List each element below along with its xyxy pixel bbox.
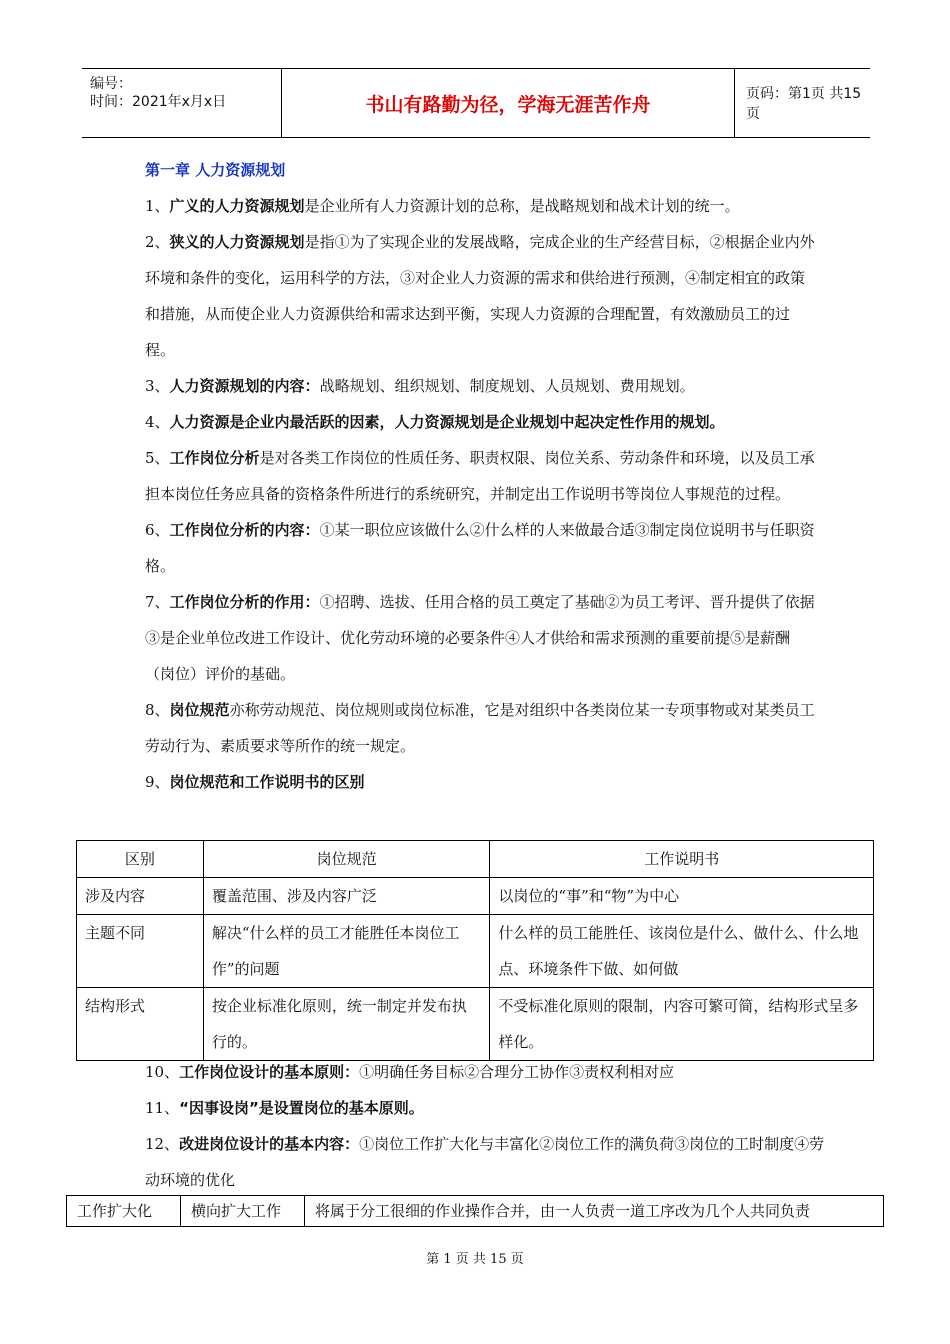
table-row — [77, 878, 874, 915]
paragraph — [145, 512, 815, 584]
paragraph-number: 8、 — [145, 701, 170, 719]
paragraph-term: 广义的人力资源规划 — [169, 197, 305, 215]
paragraph-number: 9、 — [145, 773, 170, 791]
paragraph-term: 岗位规范 — [169, 701, 230, 719]
table-row — [77, 988, 874, 1061]
paragraph-term: “因事设岗”是设置岗位的基本原则。 — [179, 1099, 424, 1117]
paragraph-text: ①明确任务目标②合理分工协作③责权利相对应 — [359, 1063, 675, 1081]
paragraph-number: 5、 — [145, 449, 170, 467]
paragraph-list — [145, 188, 815, 800]
table-header-cell: 岗位规范 — [203, 841, 490, 878]
table-cell: 什么样的员工能胜任、该岗位是什么、做什么、什么地点、环境条件下做、如何做 — [490, 915, 874, 988]
paragraph-term: 狭义的人力资源规划 — [169, 233, 305, 251]
paragraph — [145, 1090, 835, 1126]
paragraph — [145, 692, 815, 764]
paragraph-term: 岗位规范和工作说明书的区别 — [169, 773, 365, 791]
paragraph-text: 亦称劳动规范、岗位规则或岗位标准，它是对组织中各类岗位某一专项事物或对某类员工劳动行为、素质要求等所作的统一规定。 — [145, 701, 815, 755]
paragraph-term: 工作岗位分析的作用： — [169, 593, 320, 611]
time-label: 时间：2021年x月x日 — [90, 94, 227, 110]
paragraph-text: ①招聘、选拔、任用合格的员工奠定了基础②为员工考评、晋升提供了依据③是企业单位改进工作设计、优化劳动环境的必要条件④人才供给和需求预测的重要前提⑤是薪酬（岗位）评价的基础。 — [145, 593, 815, 683]
table-row — [77, 915, 874, 988]
paragraph — [145, 224, 815, 368]
table-cell: 按企业标准化原则，统一制定并发布执行的。 — [203, 988, 490, 1061]
comparison-table — [76, 840, 874, 1061]
table-cell: 横向扩大工作 — [181, 1196, 305, 1227]
paragraph-term: 人力资源是企业内最活跃的因素，人力资源规划是企业规划中起决定性作用的规划。 — [169, 413, 725, 431]
table-header-cell: 工作说明书 — [490, 841, 874, 878]
paragraph-text: 是指①为了实现企业的发展战略，完成企业的生产经营目标，②根据企业内外环境和条件的变化，运用科学的方法，③对企业人力资源的需求和供给进行预测，④制定相宜的政策和措施，从而使企业人力资源供给和需求达到平衡，实现人力资源的合理配置，有效激励员工的过程。 — [145, 233, 815, 359]
paragraph-term: 工作岗位设计的基本原则： — [179, 1063, 360, 1081]
paragraph-term: 人力资源规划的内容： — [169, 377, 320, 395]
table-cell: 结构形式 — [77, 988, 204, 1061]
page-header — [82, 68, 870, 138]
table-cell: 将属于分工很细的作业操作合并，由一人负责一道工序改为几个人共同负责 — [305, 1196, 884, 1227]
header-meta — [82, 69, 282, 137]
paragraph-text: 战略规划、组织规划、制度规划、人员规划、费用规划。 — [319, 377, 695, 395]
paragraph-text: ①岗位工作扩大化与丰富化②岗位工作的满负荷③岗位的工时制度④劳动环境的优化 — [145, 1135, 825, 1189]
paragraph-number: 3、 — [145, 377, 170, 395]
page-footer: 第 1 页 共 15 页 — [426, 1252, 524, 1267]
paragraph — [145, 368, 815, 404]
paragraph-text: 是对各类工作岗位的性质任务、职责权限、岗位关系、劳动条件和环境，以及员工承担本岗位任务应具备的资格条件所进行的系统研究，并制定出工作说明书等岗位人事规范的过程。 — [145, 449, 815, 503]
table-header-cell: 区别 — [77, 841, 204, 878]
paragraph — [145, 1054, 835, 1090]
paragraph — [145, 1126, 835, 1198]
paragraph — [145, 440, 815, 512]
paragraph — [145, 188, 815, 224]
table-cell: 解决“什么样的员工才能胜任本岗位工作”的问题 — [203, 915, 490, 988]
design-table — [66, 1195, 884, 1227]
table-cell: 以岗位的“事”和“物”为中心 — [490, 878, 874, 915]
paragraph-number: 12、 — [145, 1135, 180, 1153]
paragraph-text: ①某一职位应该做什么②什么样的人来做最合适③制定岗位说明书与任职资格。 — [145, 521, 815, 575]
header-page-label: 页码：第1页 共15页 — [746, 86, 862, 122]
paragraph-number: 7、 — [145, 593, 170, 611]
table-header-row — [77, 841, 874, 878]
table-cell: 工作扩大化 — [67, 1196, 181, 1227]
table-cell: 不受标准化原则的限制，内容可繁可简，结构形式呈多样化。 — [490, 988, 874, 1061]
paragraph-number: 10、 — [145, 1063, 180, 1081]
paragraph-number: 11、 — [145, 1099, 180, 1117]
paragraph-term: 工作岗位分析 — [169, 449, 260, 467]
paragraph-number: 6、 — [145, 521, 170, 539]
number-label: 编号： — [90, 76, 132, 92]
paragraph — [145, 764, 815, 800]
table-row — [67, 1196, 884, 1227]
header-motto: 书山有路勤为径，学海无涯苦作舟 — [282, 69, 735, 137]
paragraph-text: 是企业所有人力资源计划的总称，是战略规划和战术计划的统一。 — [304, 197, 740, 215]
paragraph-term: 改进岗位设计的基本内容： — [179, 1135, 360, 1153]
paragraph-number: 4、 — [145, 413, 170, 431]
paragraph-term: 工作岗位分析的内容： — [169, 521, 320, 539]
paragraph — [145, 404, 815, 440]
chapter-title: 第一章 人力资源规划 — [145, 161, 286, 179]
paragraph-number: 1、 — [145, 197, 170, 215]
main-content — [145, 152, 815, 800]
table-cell: 覆盖范围、涉及内容广泛 — [203, 878, 490, 915]
paragraph-number: 2、 — [145, 233, 170, 251]
table-cell: 主题不同 — [77, 915, 204, 988]
table-cell: 涉及内容 — [77, 878, 204, 915]
paragraph — [145, 584, 815, 692]
paragraph-list-2 — [145, 1054, 835, 1198]
